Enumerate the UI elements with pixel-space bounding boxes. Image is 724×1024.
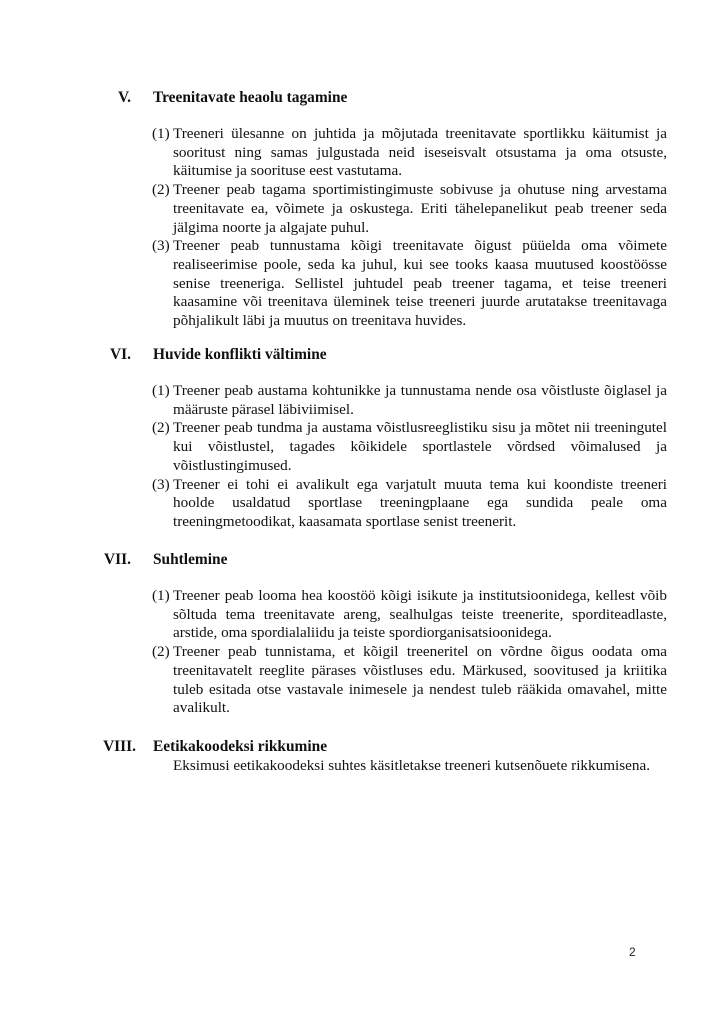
- item-text: Treener peab tundma ja austama võistlusreeglistiku sisu ja mõtet nii treeningutel kui võistlustel, tagades kõikidele sportlastele võrdsed võimalused ja võistlustingimused.: [173, 419, 667, 474]
- item-number: (1): [152, 587, 170, 604]
- item-text: Treener peab austama kohtunikke ja tunnustama nende osa võistluste õiglasel ja määruste pärasel läbiviimisel.: [173, 382, 667, 418]
- item-number: (2): [152, 643, 170, 661]
- item-text: Treener peab tagama sportimistingimuste sobivuse ja ohutuse ning arvestama treenitavate ea, võimete ja oskustega. Eriti tähelepanelikut peab treener seda jälgima noorte ja algajate puhul.: [173, 181, 667, 236]
- item-text: Treener peab tunnistama, et kõigil treeneritel on võrdne õigus oodata oma treenitavatelt reeglite pärases võistluses edu. Märkused, soovitused ja kriitika tuleb esitada otse vastavale inimesele ja nendest tuleb rääkida omavahel, mitte avalikult.: [173, 643, 667, 717]
- section-number: VIII.: [103, 738, 136, 755]
- item-number: (3): [152, 475, 170, 493]
- section-title: Suhtlemine: [153, 551, 228, 568]
- section-number: VI.: [110, 346, 131, 363]
- item-text: Treener peab tunnustama kõigi treenitavate õigust püüelda oma võimete realiseerimise poole, seda ka juhul, kui see tooks kaasa muutused koostöösse senise treeneriga. Sellistel juhtudel peab treener tagama, et teise treeneri kaasamine või treenitava üleminek teise treeneri juurde arutatakse treenitavaga põhjalikult läbi ja muutus on treenitava huvides.: [173, 237, 667, 330]
- item-number: (1): [152, 125, 170, 142]
- list-item: [152, 382, 667, 419]
- section-body: Eksimusi eetikakoodeksi suhtes käsitletakse treeneri kutsenõuete rikkumisena.: [173, 757, 651, 774]
- item-list: [152, 382, 667, 532]
- list-item: [152, 237, 667, 331]
- item-number: (2): [152, 419, 170, 437]
- list-item: [152, 643, 667, 718]
- section-title: Huvide konflikti vältimine: [153, 346, 327, 363]
- item-list: [152, 587, 667, 718]
- section-heading: [0, 345, 724, 365]
- section-title: Treenitavate heaolu tagamine: [153, 89, 348, 106]
- item-text: Treeneri ülesanne on juhtida ja mõjutada treenitavate sportlikku käitumist ja sooritust ning samas julgustada neid iseseisvalt otsustama ja oma otsuste, käitumise ja soorituse eest vastutama.: [173, 125, 667, 180]
- item-text: Treener peab looma hea koostöö kõigi isikute ja institutsioonidega, kellest võib sõltuda tema treenitavate areng, sealhulgas teiste treenerite, sporditeadlaste, arstide, oma spordialaliidu ja teiste spordiorganisatsioonidega.: [173, 587, 667, 642]
- item-number: (3): [152, 237, 170, 255]
- section-heading: [0, 737, 724, 757]
- section-heading: [0, 550, 724, 570]
- list-item: [152, 125, 667, 181]
- section-number: V.: [118, 89, 131, 106]
- item-number: (1): [152, 382, 170, 399]
- section-number: VII.: [104, 551, 131, 568]
- item-text: Treener ei tohi ei avalikult ega varjatult muuta tema kui koondiste treeneri hoolde usaldatud sportlase treeningplaane ega sundida peale oma treeningmetoodikat, kaasamata sportlase senist treenerit.: [173, 475, 667, 530]
- list-item: [152, 181, 667, 237]
- item-list: [152, 125, 667, 331]
- section-heading: [0, 88, 724, 108]
- list-item: [152, 476, 667, 532]
- section-title: Eetikakoodeksi rikkumine: [153, 738, 328, 755]
- list-item: [152, 419, 667, 475]
- list-item: [152, 587, 667, 643]
- item-number: (2): [152, 181, 170, 199]
- page-number: 2: [629, 945, 636, 959]
